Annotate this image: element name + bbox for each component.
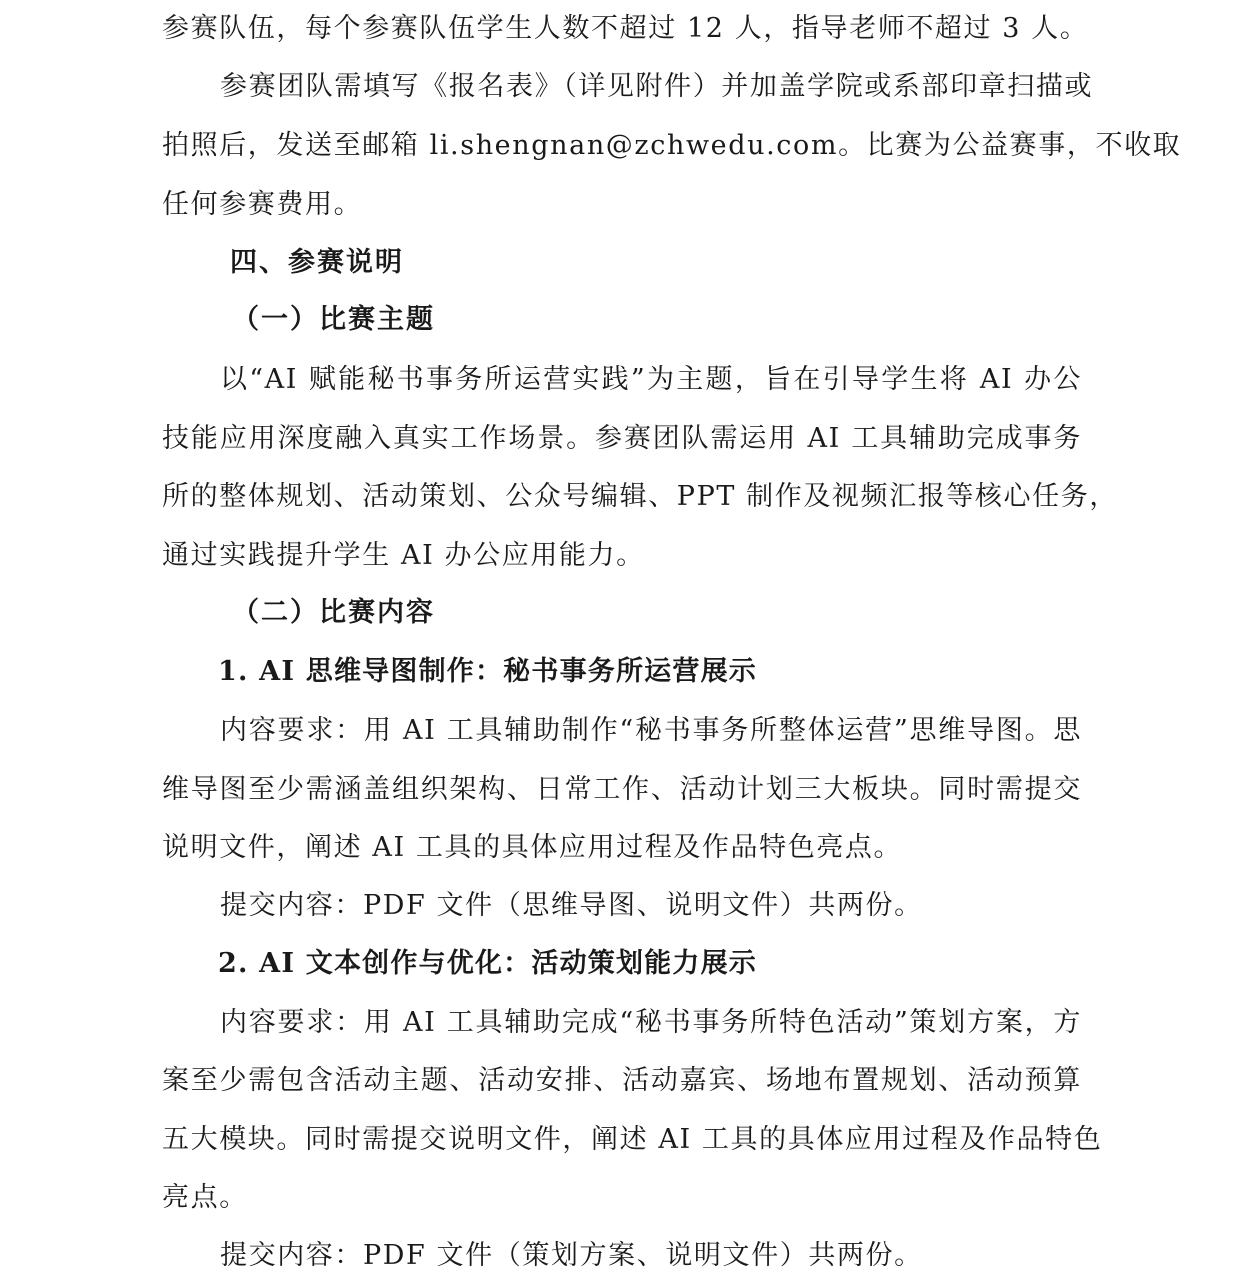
- paragraph-item1-line-1: 内容要求：用 AI 工具辅助制作“秘书事务所整体运营”思维导图。思: [220, 715, 1082, 746]
- section-heading-4: 四、参赛说明: [230, 247, 404, 278]
- paragraph-item1-submission: 提交内容：PDF 文件（思维导图、说明文件）共两份。: [220, 890, 923, 921]
- paragraph-registration-line-3: 任何参赛费用。: [162, 189, 363, 220]
- paragraph-item1-line-3: 说明文件，阐述 AI 工具的具体应用过程及作品特色亮点。: [162, 832, 903, 863]
- paragraph-registration-line-2: 拍照后，发送至邮箱 li.shengnan@zchwedu.com。比赛为公益赛事，不收取: [162, 130, 1182, 161]
- paragraph-registration-line-1: 参赛团队需填写《报名表》（详见附件）并加盖学院或系部印章扫描或: [220, 71, 1094, 102]
- paragraph-item2-line-4: 亮点。: [162, 1182, 248, 1213]
- paragraph-item2-submission: 提交内容：PDF 文件（策划方案、说明文件）共两份。: [220, 1240, 923, 1271]
- paragraph-theme-line-3: 所的整体规划、活动策划、公众号编辑、PPT 制作及视频汇报等核心任务，: [162, 481, 1118, 512]
- paragraph-theme-line-1: 以“AI 赋能秘书事务所运营实践”为主题，旨在引导学生将 AI 办公: [220, 364, 1082, 395]
- paragraph-item2-line-3: 五大模块。同时需提交说明文件，阐述 AI 工具的具体应用过程及作品特色: [162, 1124, 1103, 1155]
- paragraph-item2-line-2: 案至少需包含活动主题、活动安排、活动嘉宾、场地布置规划、活动预算: [162, 1065, 1082, 1096]
- paragraph-item1-line-2: 维导图至少需涵盖组织架构、日常工作、活动计划三大板块。同时需提交: [162, 774, 1082, 805]
- item-heading-1: 1. AI 思维导图制作：秘书事务所运营展示: [218, 656, 757, 687]
- paragraph-item2-line-1: 内容要求：用 AI 工具辅助完成“秘书事务所特色活动”策划方案，方: [220, 1007, 1082, 1038]
- paragraph-theme-line-4: 通过实践提升学生 AI 办公应用能力。: [162, 540, 645, 571]
- subsection-heading-theme: （一）比赛主题: [232, 304, 435, 335]
- paragraph-theme-line-2: 技能应用深度融入真实工作场景。参赛团队需运用 AI 工具辅助完成事务: [162, 423, 1082, 454]
- subsection-heading-content: （二）比赛内容: [232, 597, 435, 628]
- paragraph-participants-end: 参赛队伍，每个参赛队伍学生人数不超过 12 人，指导老师不超过 3 人。: [162, 13, 1089, 44]
- item-heading-2: 2. AI 文本创作与优化：活动策划能力展示: [218, 948, 757, 979]
